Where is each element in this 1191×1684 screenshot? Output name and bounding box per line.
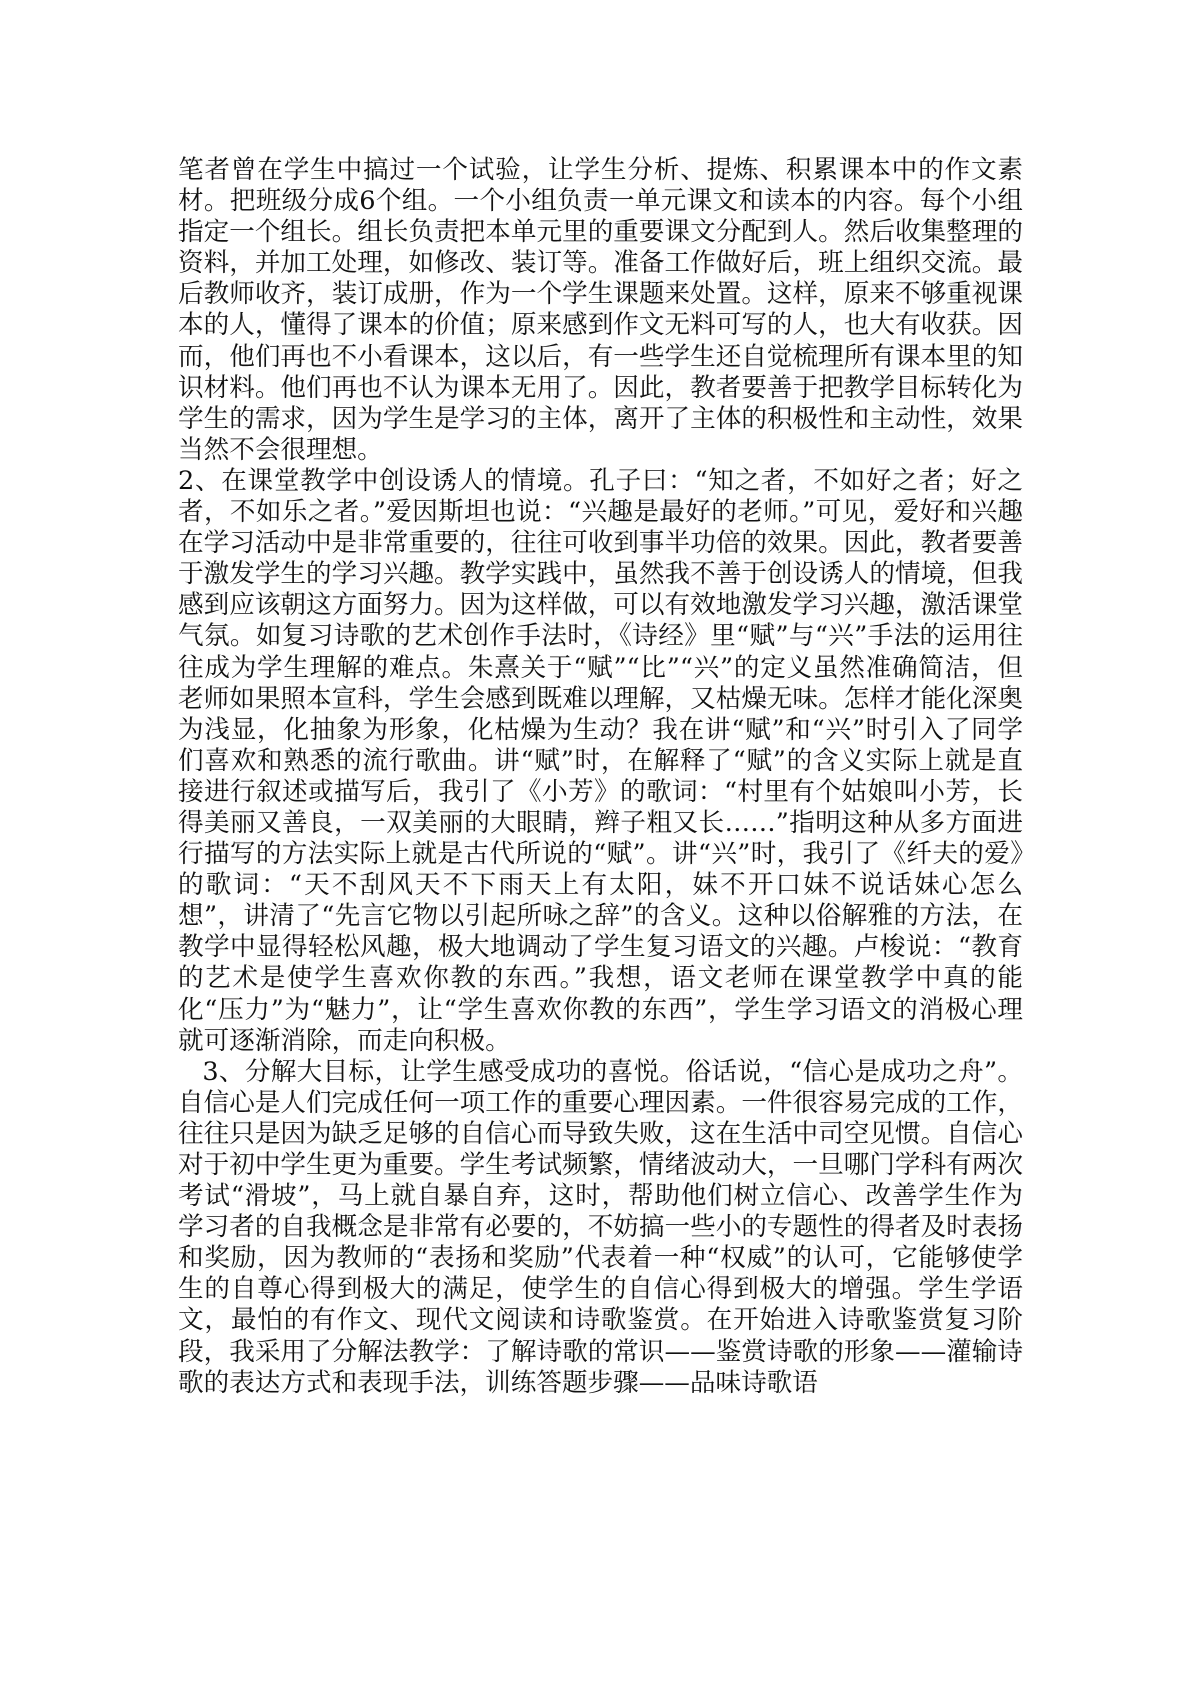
paragraph-3: 3、分解大目标，让学生感受成功的喜悦。俗话说，“信心是成功之舟”。自信心是人们完成任何一项工作的重要心理因素。一件很容易完成的工作，往往只是因为缺乏足够的自信心而导致失败，这在生活中司空见惯。自信心对于初中学生更为重要。学生考试频繁，情绪波动大，一旦哪门学科有两次考试“滑坡”，马上就自暴自弃，这时，帮助他们树立信心、改善学生作为学习者的自我概念是非常有必要的，不妨搞一些小的专题性的得者及时表扬和奖励，因为教师的“表扬和奖励”代表着一种“权威”的认可，它能够使学生的自尊心得到极大的满足，使学生的自信心得到极大的增强。学生学语文，最怕的有作文、现代文阅读和诗歌鉴赏。在开始进入诗歌鉴赏复习阶段，我采用了分解法教学：了解诗歌的常识——鉴赏诗歌的形象——灌输诗歌的表达方式和表现手法，训练答题步骤——品味诗歌语: [178, 1056, 1023, 1398]
paragraph-1: 笔者曾在学生中搞过一个试验，让学生分析、提炼、积累课本中的作文素材。把班级分成6个组。一个小组负责一单元课文和读本的内容。每个小组指定一个组长。组长负责把本单元里的重要课文分配到人。然后收集整理的资料，并加工处理，如修改、装订等。准备工作做好后，班上组织交流。最后教师收齐，装订成册，作为一个学生课题来处置。这样，原来不够重视课本的人，懂得了课本的价值；原来感到作文无料可写的人，也大有收获。因而，他们再也不小看课本，这以后，有一些学生还自觉梳理所有课本里的知识材料。他们再也不认为课本无用了。因此，教者要善于把教学目标转化为学生的需求，因为学生是学习的主体，离开了主体的积极性和主动性，效果当然不会很理想。: [178, 155, 1023, 465]
document-page: [178, 155, 1023, 1399]
paragraph-2: 2、在课堂教学中创设诱人的情境。孔子曰：“知之者，不如好之者；好之者，不如乐之者。”爱因斯坦也说：“兴趣是最好的老师。”可见，爱好和兴趣在学习活动中是非常重要的，往往可收到事半功倍的效果。因此，教者要善于激发学生的学习兴趣。教学实践中，虽然我不善于创设诱人的情境，但我感到应该朝这方面努力。因为这样做，可以有效地激发学习兴趣，激活课堂气氛。如复习诗歌的艺术创作手法时，《诗经》里“赋”与“兴”手法的运用往往成为学生理解的难点。朱熹关于“赋”“比”“兴”的定义虽然准确简洁，但老师如果照本宣科，学生会感到既难以理解，又枯燥无味。怎样才能化深奥为浅显，化抽象为形象，化枯燥为生动？我在讲“赋”和“兴”时引入了同学们喜欢和熟悉的流行歌曲。讲“赋”时，在解释了“赋”的含义实际上就是直接进行叙述或描写后，我引了《小芳》的歌词：“村里有个姑娘叫小芳，长得美丽又善良，一双美丽的大眼睛，辫子粗又长……”指明这种从多方面进行描写的方法实际上就是古代所说的“赋”。讲“兴”时，我引了《纤夫的爱》的歌词：“天不刮风天不下雨天上有太阳，妹不开口妹不说话妹心怎么想”，讲清了“先言它物以引起所咏之辞”的含义。这种以俗解雅的方法，在教学中显得轻松风趣，极大地调动了学生复习语文的兴趣。卢梭说：“教育的艺术是使学生喜欢你教的东西。”我想，语文老师在课堂教学中真的能化“压力”为“魅力”，让“学生喜欢你教的东西”，学生学习语文的消极心理就可逐渐消除，而走向积极。: [178, 465, 1023, 1056]
